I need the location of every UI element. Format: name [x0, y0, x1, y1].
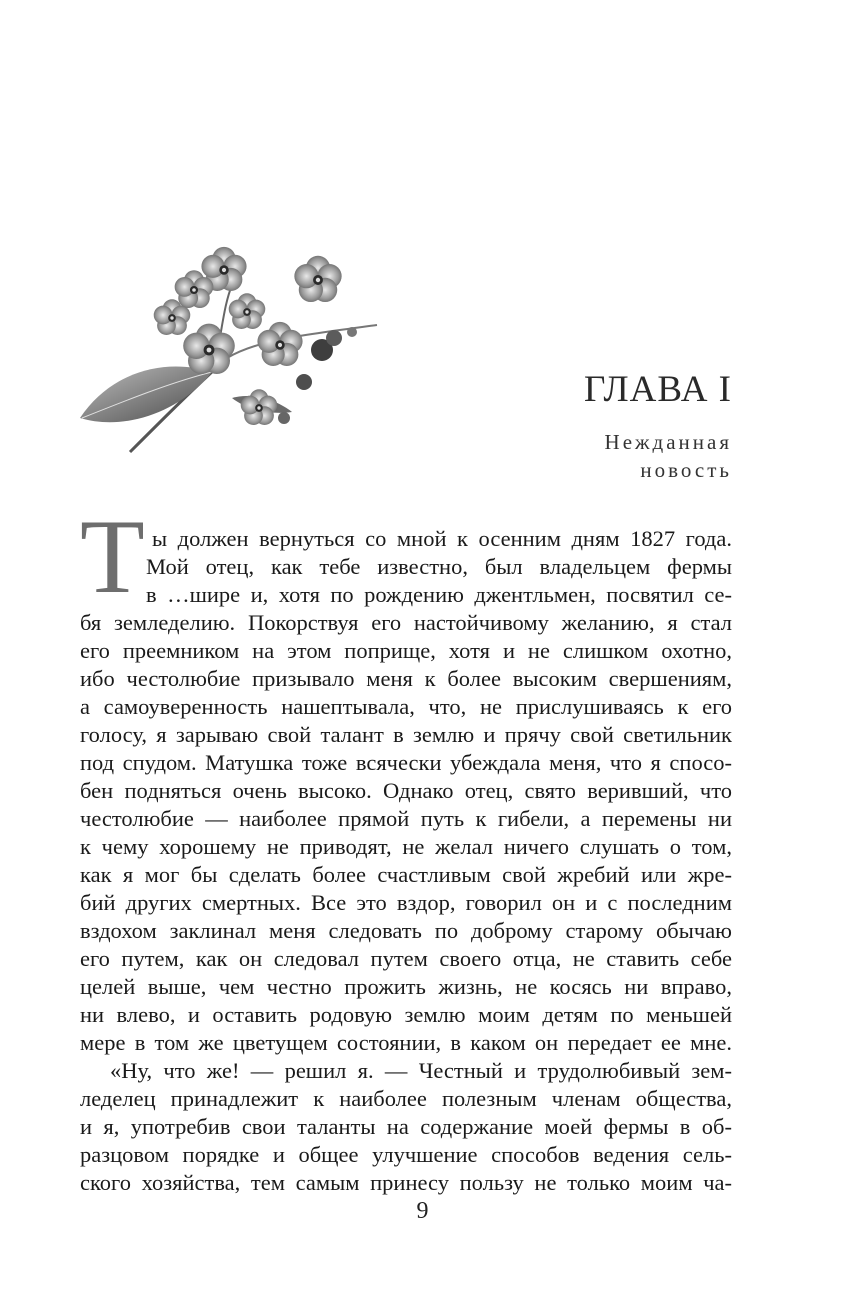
text-line: Мой отец, как тебе известно, был владельцем фермы — [146, 554, 732, 579]
text-line: как я мог бы сделать более счастливым свой жребий или жре- — [80, 862, 732, 887]
text-line: «Ну, что же! — решил я. — Честный и трудолюбивый зем- — [110, 1058, 732, 1083]
text-line: мере в том же цветущем состоянии, в каком он передает ее мне. — [80, 1030, 732, 1055]
text-line: ни влево, и оставить родовую землю моим детям по меньшей — [80, 1002, 732, 1027]
text-line: бий других смертных. Все это вздор, говорил он и с последним — [80, 890, 732, 915]
drop-cap: Т — [80, 498, 145, 615]
flower-illustration-icon — [72, 240, 382, 460]
text-line: его преемником на этом поприще, хотя и не слишком охотно, — [80, 638, 732, 663]
text-line: а самоуверенность нашептывала, что, не прислушиваясь к его — [80, 694, 732, 719]
text-line: бен подняться очень высоко. Однако отец, свято веривший, что — [80, 778, 732, 803]
text-line: голосу, я зарываю свой талант в землю и прячу свой светильник — [80, 722, 732, 747]
text-line: бя земледелию. Покорствуя его настойчивому желанию, я стал — [80, 610, 732, 635]
text-line: вздохом заклинал меня следовать по доброму старому обычаю — [80, 918, 732, 943]
text-line: к чему хорошему не приводят, не желал ничего слушать о том, — [80, 834, 732, 859]
text-line: честолюбие — наиболее прямой путь к гибели, а перемены ни — [80, 806, 732, 831]
text-line: ибо честолюбие призывало меня к более высоким свершениям, — [80, 666, 732, 691]
text-line: ы должен вернуться со мной к осенним дням 1827 года. — [152, 526, 732, 551]
page-number: 9 — [416, 1198, 429, 1224]
text-line: в …шире и, хотя по рождению джентльмен, посвятил се- — [146, 582, 732, 607]
text-line: целей выше, чем честно прожить жизнь, не косясь ни вправо, — [80, 974, 732, 999]
text-line: и я, употребив свои таланты на содержание моей фермы в об- — [80, 1114, 732, 1139]
subtitle-line-2: новость — [640, 458, 732, 482]
text-line: леделец принадлежит к наиболее полезным членам общества, — [80, 1086, 732, 1111]
text-line: ского хозяйства, тем самым принесу пользу не только моим ча- — [80, 1170, 732, 1195]
chapter-title: ГЛАВА I — [583, 369, 732, 410]
text-line: разцовом порядке и общее улучшение способов ведения сель- — [80, 1142, 732, 1167]
text-line: под спудом. Матушка тоже всячески убеждала меня, что я спосо- — [80, 750, 732, 775]
text-line: его путем, как он следовал путем своего отца, не ставить себе — [80, 946, 732, 971]
chapter-subtitle — [605, 428, 732, 484]
subtitle-line-1: Нежданная — [604, 430, 732, 454]
